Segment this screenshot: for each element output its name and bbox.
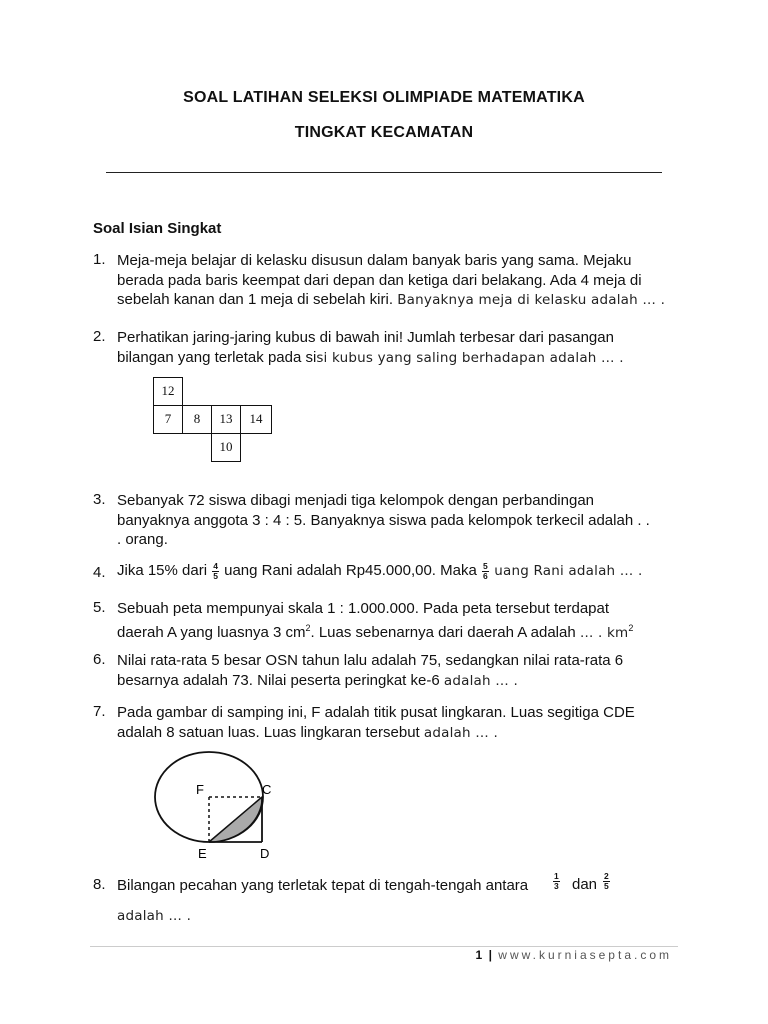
cube-face: 8: [182, 405, 212, 434]
fraction: $\frac{5}{6}$: [482, 560, 488, 581]
question-text: [117, 561, 677, 582]
question-line: banyaknya anggota 3 : 4 : 5. Banyaknya siswa pada kelompok terkecil adalah . .: [117, 511, 650, 529]
cube-face: 12: [153, 377, 183, 406]
question-line: [117, 290, 677, 311]
footer-divider: [90, 946, 678, 947]
conjunction: dan: [572, 876, 598, 893]
question-line: berada pada baris keempat dari depan dan ketiga dari belakang. Ada 4 meja di: [117, 271, 642, 289]
question-text: [117, 599, 677, 643]
question-line: . orang.: [117, 531, 168, 548]
question-number: 4.: [93, 564, 106, 581]
header-divider: [106, 172, 662, 173]
question-line: daerah A yang luasnya 3 $cm^2$. Luas sebenarnya dari daerah A adalah … . $km^2$: [117, 622, 634, 641]
cube-face: 14: [240, 405, 272, 434]
footer-website: www.kurniasepta.com: [498, 948, 672, 962]
question-number: 3.: [93, 491, 106, 508]
question-number: 1.: [93, 251, 106, 268]
question-line: adalah 8 satuan luas. Luas lingkaran tersebut adalah … .: [117, 723, 498, 741]
label-c: C: [262, 782, 272, 797]
question-line: Sebanyak 72 siswa dibagi menjadi tiga kelompok dengan perbandingan: [117, 492, 594, 509]
question-text: [117, 703, 677, 743]
question-line-part: uang Rani adalah … .: [489, 563, 643, 579]
question-line-part: si kubus yang saling berhadapan adalah … .: [316, 349, 624, 366]
question-text: [117, 251, 677, 311]
question-line: Nilai rata-rata 5 besar OSN tahun lalu adalah 75, sedangkan nilai rata-rata 6: [117, 652, 624, 669]
question-number: 2.: [93, 328, 106, 345]
fraction: $\frac{2}{5}$: [604, 871, 609, 891]
section-title: Soal Isian Singkat: [93, 220, 222, 237]
question-text: Bilangan pecahan yang terletak tepat di tengah-tengah antara: [117, 877, 529, 894]
question-line: Meja-meja belajar di kelasku disusun dalam banyak baris yang sama. Mejaku: [117, 252, 632, 269]
question-text: [117, 651, 677, 691]
question-line: Sebuah peta mempunyai skala 1 : 1.000.000. Pada peta tersebut terdapat: [117, 600, 610, 617]
label-f: F: [196, 782, 204, 797]
page-footer: [476, 948, 672, 962]
page-title: SOAL LATIHAN SELEKSI OLIMPIADE MATEMATIKA: [183, 89, 585, 106]
question-line-part: Jika 15% dari: [117, 562, 212, 579]
question-line: Pada gambar di samping ini, F adalah titik pusat lingkaran. Luas segitiga CDE: [117, 704, 635, 721]
question-number: 5.: [93, 599, 106, 616]
fraction: $\frac{4}{5}$: [213, 560, 218, 581]
question-line: [117, 348, 677, 369]
question-line-part: bilangan yang terletak pada si: [117, 348, 317, 366]
fraction: $\frac{1}{3}$: [554, 871, 559, 891]
label-e: E: [198, 846, 207, 861]
question-line-part: sebelah kanan dan 1 meja di sebelah kiri.: [117, 291, 398, 308]
page-number: 1: [475, 948, 483, 962]
cube-face: 7: [153, 405, 183, 434]
cube-face: 13: [211, 405, 241, 434]
cube-face: 10: [211, 433, 241, 462]
page-subtitle: TINGKAT KECAMATAN: [294, 124, 474, 141]
question-line-part: Banyaknya meja di kelasku adalah … .: [397, 292, 666, 308]
question-line-part: uang Rani adalah Rp45.000,00. Maka: [219, 562, 481, 579]
label-d: D: [260, 846, 270, 861]
question-line: Perhatikan jaring-jaring kubus di bawah ini! Jumlah terbesar dari pasangan: [117, 329, 614, 346]
question-text: [117, 491, 677, 550]
question-text: [117, 328, 677, 368]
question-number: 7.: [93, 703, 106, 720]
question-number: 8.: [93, 876, 106, 893]
question-line: besarnya adalah 73. Nilai peserta peringkat ke-6 adalah … .: [117, 671, 518, 689]
question-line: adalah … .: [117, 908, 192, 924]
question-number: 6.: [93, 651, 106, 668]
circle-triangle-figure: [150, 750, 290, 865]
footer-separator: |: [488, 948, 492, 962]
